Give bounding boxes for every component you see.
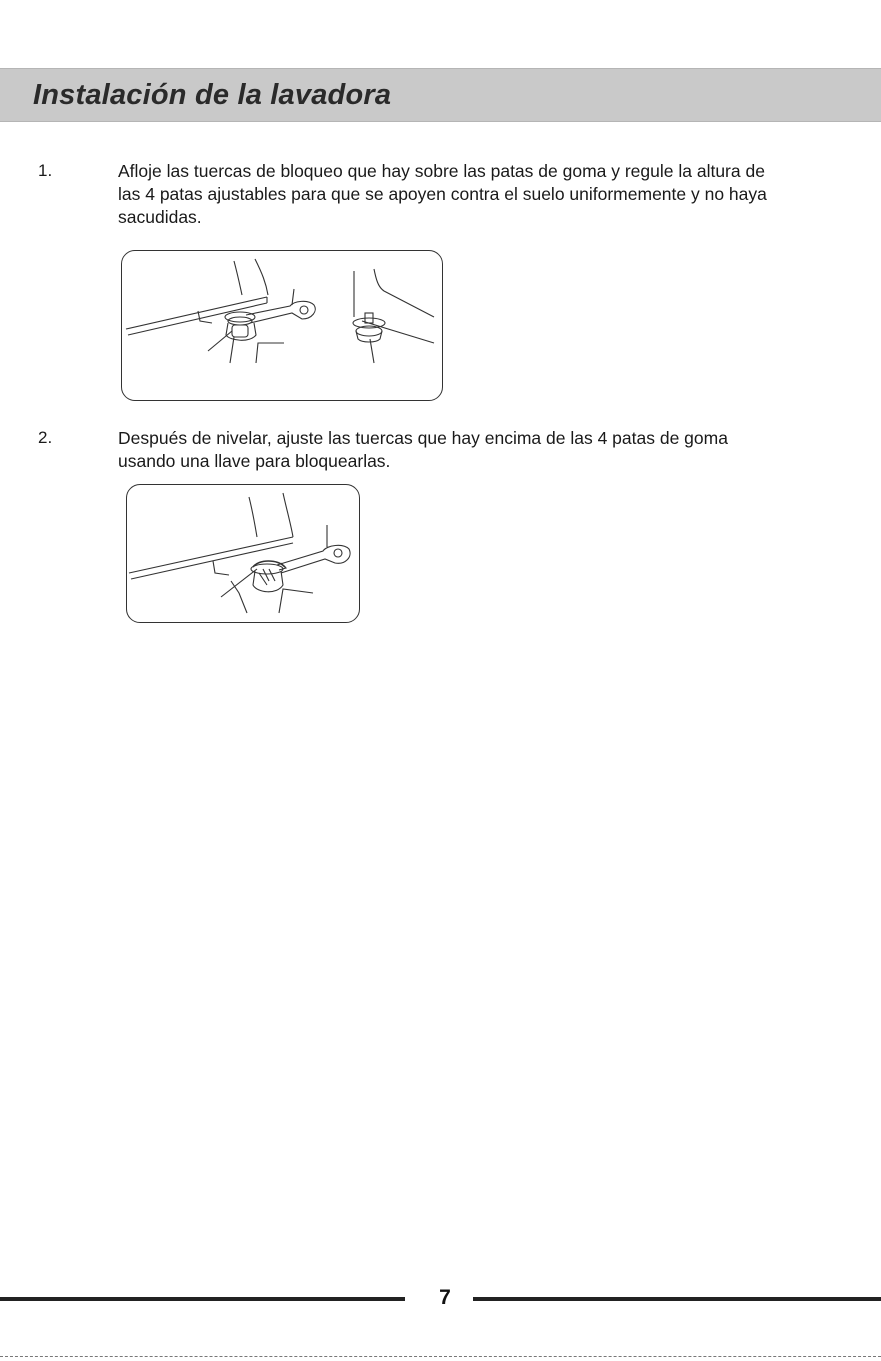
step-2-line-1: Después de nivelar, ajuste las tuercas que hay encima de las 4 patas de goma [118,428,728,448]
footer-rule-left [0,1297,405,1301]
step-1-line-2: las 4 patas ajustables para que se apoyen contra el suelo uniformemente y no haya [118,184,767,204]
footer-rule-right [473,1297,881,1301]
step-1-number: 1. [38,161,53,180]
step-1-line-3: sacudidas. [118,207,202,227]
step-2-number: 2. [38,428,53,447]
section-header-bar [0,68,881,122]
figure-2-locking-illustration [126,484,360,623]
bottom-dashed-line [0,1356,881,1357]
figure-1-leveling-illustration [121,250,443,401]
page-title: Instalación de la lavadora [33,79,392,111]
step-2-line-2: usando una llave para bloquearlas. [118,451,391,471]
page-number: 7 [439,1286,451,1309]
step-2-text [118,427,868,473]
step-1-text [118,160,868,229]
step-1-line-1: Afloje las tuercas de bloqueo que hay sobre las patas de goma y regule la altura de [118,161,765,181]
